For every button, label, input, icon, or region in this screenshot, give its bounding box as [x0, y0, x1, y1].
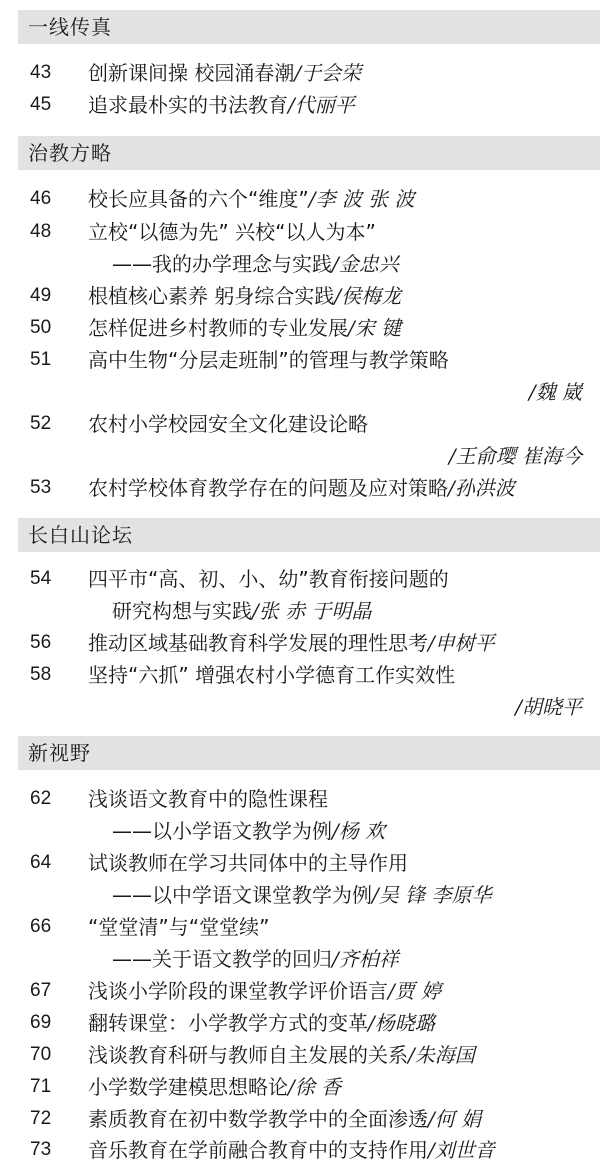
entry-author: /杨 欢 — [332, 819, 386, 843]
page-number: 56 — [30, 632, 52, 653]
page-number: 72 — [30, 1108, 52, 1129]
page-number: 46 — [30, 188, 52, 209]
page-number: 54 — [30, 568, 52, 589]
entry-author: /宋 键 — [348, 316, 402, 340]
entry-subtitle: ——以小学语文教学为例/杨 欢 — [112, 819, 386, 843]
page-number: 71 — [30, 1076, 52, 1097]
entry-title: 推动区域基础教育科学发展的理性思考/申树平 — [88, 631, 495, 655]
entry-title: “堂堂清”与“堂堂续” — [88, 915, 270, 939]
entry-title: 小学数学建模思想略论/徐 香 — [88, 1075, 342, 1099]
section-header-3: 长白山论坛 — [18, 518, 600, 552]
entry-title: 素质教育在初中数学教学中的全面渗透/何 娟 — [88, 1107, 482, 1131]
entry-author: /朱海国 — [408, 1043, 475, 1067]
entry-author: /代丽平 — [288, 93, 355, 117]
entry-title: 怎样促进乡村教师的专业发展/宋 键 — [88, 316, 402, 340]
entry-title: 高中生物“分层走班制”的管理与教学策略 — [88, 348, 449, 372]
page-number: 70 — [30, 1044, 52, 1065]
entry-title: 坚持“六抓” 增强农村小学德育工作实效性 — [88, 663, 456, 687]
entry-title: 创新课间操 校园涌春潮/于会荣 — [88, 61, 362, 85]
entry-title: 音乐教育在学前融合教育中的支持作用/刘世音 — [88, 1138, 495, 1162]
section-header-2: 治教方略 — [18, 136, 600, 170]
section-header-1: 一线传真 — [18, 10, 600, 44]
page-number: 62 — [30, 788, 52, 809]
entry-author: /侯梅龙 — [334, 284, 402, 308]
page-number: 52 — [30, 413, 52, 434]
entry-author: /申树平 — [428, 631, 495, 655]
entry-author: /金忠兴 — [332, 252, 399, 276]
page-number: 66 — [30, 916, 52, 937]
entry-title: 校长应具备的六个“维度”/李 波 张 波 — [88, 187, 415, 211]
entry-author: /杨晓璐 — [368, 1011, 435, 1035]
entry-author: /张 赤 于明晶 — [252, 599, 372, 623]
entry-title: 农村学校体育教学存在的问题及应对策略/孙洪波 — [88, 476, 515, 500]
page-number: 53 — [30, 477, 52, 498]
section-header-4: 新视野 — [18, 736, 600, 770]
entry-title: 浅谈小学阶段的课堂教学评价语言/贾 婷 — [88, 979, 442, 1003]
entry-title: 四平市“高、初、小、幼”教育衔接问题的 — [88, 567, 449, 591]
page-number: 73 — [30, 1139, 52, 1160]
page-number: 58 — [30, 664, 52, 685]
entry-author: /王俞璎 崔海今 — [448, 444, 582, 468]
entry-title: 浅谈语文教育中的隐性课程 — [88, 787, 328, 811]
entry-title: 追求最朴实的书法教育/代丽平 — [88, 93, 355, 117]
entry-author: /刘世音 — [428, 1138, 495, 1162]
entry-title: 农村小学校园安全文化建设论略 — [88, 412, 368, 436]
entry-subtitle: ——我的办学理念与实践/金忠兴 — [112, 252, 399, 276]
entry-author: /孙洪波 — [448, 476, 515, 500]
entry-author: /何 娟 — [428, 1107, 482, 1131]
entry-title: 翻转课堂：小学教学方式的变革/杨晓璐 — [88, 1011, 435, 1035]
entry-author: /胡晓平 — [515, 695, 582, 719]
page-number: 45 — [30, 94, 52, 115]
entry-author: /贾 婷 — [388, 979, 442, 1003]
entry-author: /魏 崴 — [528, 380, 582, 404]
entry-title: 立校“以德为先” 兴校“以人为本” — [88, 220, 376, 244]
page-number: 49 — [30, 285, 52, 306]
entry-author: /李 波 张 波 — [308, 187, 415, 211]
page-number: 48 — [30, 221, 52, 242]
page-number: 67 — [30, 980, 52, 1001]
entry-author: /于会荣 — [294, 61, 362, 85]
page-number: 50 — [30, 317, 52, 338]
entry-title: 根植核心素养 躬身综合实践/侯梅龙 — [88, 284, 402, 308]
entry-title: 试谈教师在学习共同体中的主导作用 — [88, 851, 408, 875]
page-number: 64 — [30, 852, 52, 873]
entry-author: /徐 香 — [288, 1075, 342, 1099]
entry-author: /齐柏祥 — [332, 947, 399, 971]
entry-subtitle: ——关于语文教学的回归/齐柏祥 — [112, 947, 399, 971]
entry-subtitle: ——以中学语文课堂教学为例/吴 锋 李原华 — [112, 883, 492, 907]
entry-subtitle: 研究构想与实践/张 赤 于明晶 — [112, 599, 372, 623]
page-number: 43 — [30, 62, 52, 83]
entry-author: /吴 锋 李原华 — [372, 883, 492, 907]
page-number: 51 — [30, 349, 52, 370]
page-number: 69 — [30, 1012, 52, 1033]
entry-title: 浅谈教育科研与教师自主发展的关系/朱海国 — [88, 1043, 475, 1067]
